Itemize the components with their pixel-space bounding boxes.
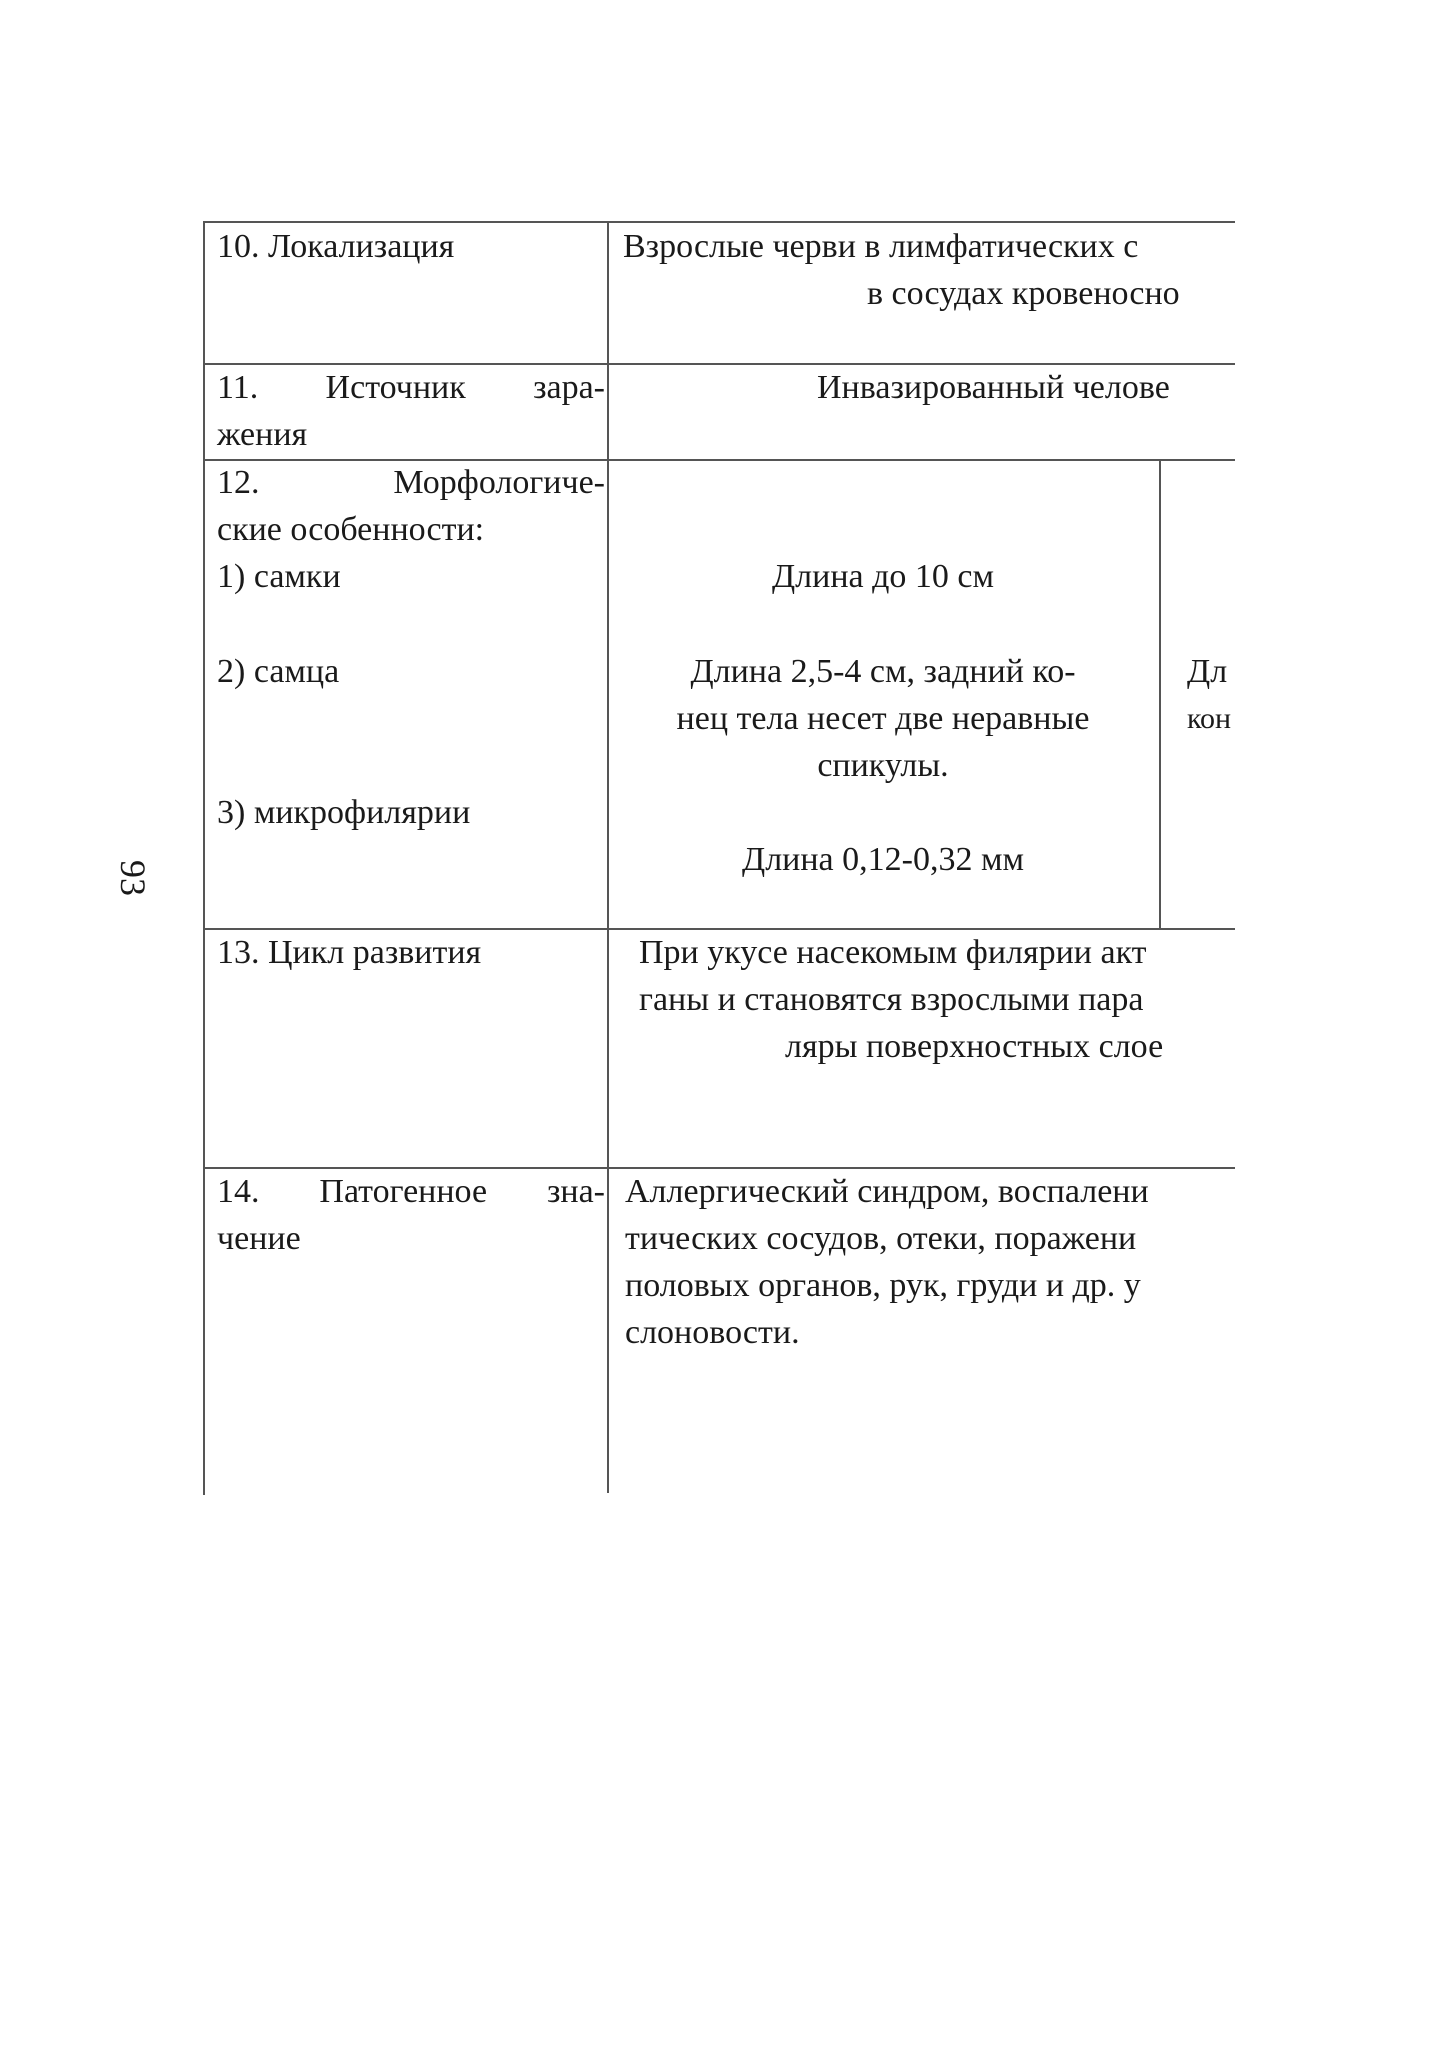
label-line: 11. Источник зара-	[217, 369, 605, 406]
content-line: слоновости.	[625, 1314, 800, 1351]
morphology-females-label	[217, 553, 605, 600]
morphology-microfilariae-value	[607, 836, 1159, 883]
content-line: в сосудах кровеносно	[867, 275, 1180, 312]
label-line: 13. Цикл развития	[217, 934, 482, 971]
content-line: Дл	[1187, 653, 1228, 690]
row-localization-content	[623, 223, 1235, 317]
row-pathogenic-label	[217, 1168, 605, 1262]
content-line: ганы и становятся взрослыми пара	[639, 981, 1144, 1018]
content-line: Длина 2,5-4 см, задний ко-	[690, 653, 1076, 690]
label-line: 10. Локализация	[217, 228, 455, 265]
morphology-males-label	[217, 648, 605, 695]
row-pathogenic-content	[625, 1168, 1235, 1356]
content-line: половых органов, рук, груди и др. у	[625, 1267, 1141, 1304]
content-line: Взрослые черви в лимфатических с	[623, 228, 1139, 265]
label-line: жения	[217, 416, 308, 453]
row-lifecycle-content	[639, 929, 1235, 1070]
content-line: нец тела несет две неравные	[676, 700, 1090, 737]
row-source-label	[217, 364, 605, 458]
column-divider	[1159, 459, 1161, 928]
morphology-third-column-value	[1187, 648, 1235, 742]
morphology-microfilariae-label	[217, 789, 605, 836]
content-line: Длина 0,12-0,32 мм	[742, 841, 1024, 878]
content-line: спикулы.	[817, 747, 949, 784]
label-line: 1) самки	[217, 558, 341, 595]
row-source-content	[817, 364, 1235, 411]
label-line: 12. Морфологиче-	[217, 464, 605, 501]
content-line: кон	[1187, 702, 1232, 735]
content-line: Аллергический синдром, воспалени	[625, 1173, 1149, 1210]
label-line: ские особенности:	[217, 511, 485, 548]
content-line: ляры поверхностных слое	[785, 1028, 1164, 1065]
row-localization-label	[217, 223, 605, 270]
row-morphology-label	[217, 459, 605, 553]
content-line: Инвазированный челове	[817, 369, 1170, 406]
comparison-table	[203, 221, 1235, 1495]
morphology-females-value	[607, 553, 1159, 600]
row-lifecycle-label	[217, 929, 605, 976]
content-line: тических сосудов, отеки, поражени	[625, 1220, 1137, 1257]
content-line: При укусе насекомым филярии акт	[639, 934, 1147, 971]
label-line: чение	[217, 1220, 301, 1257]
morphology-males-value	[607, 648, 1159, 789]
label-line: 14. Патогенное зна-	[217, 1173, 605, 1210]
content-line: Длина до 10 см	[771, 558, 995, 595]
label-line: 3) микрофилярии	[217, 794, 471, 831]
label-line: 2) самца	[217, 653, 340, 690]
page-number: 93	[113, 860, 153, 896]
